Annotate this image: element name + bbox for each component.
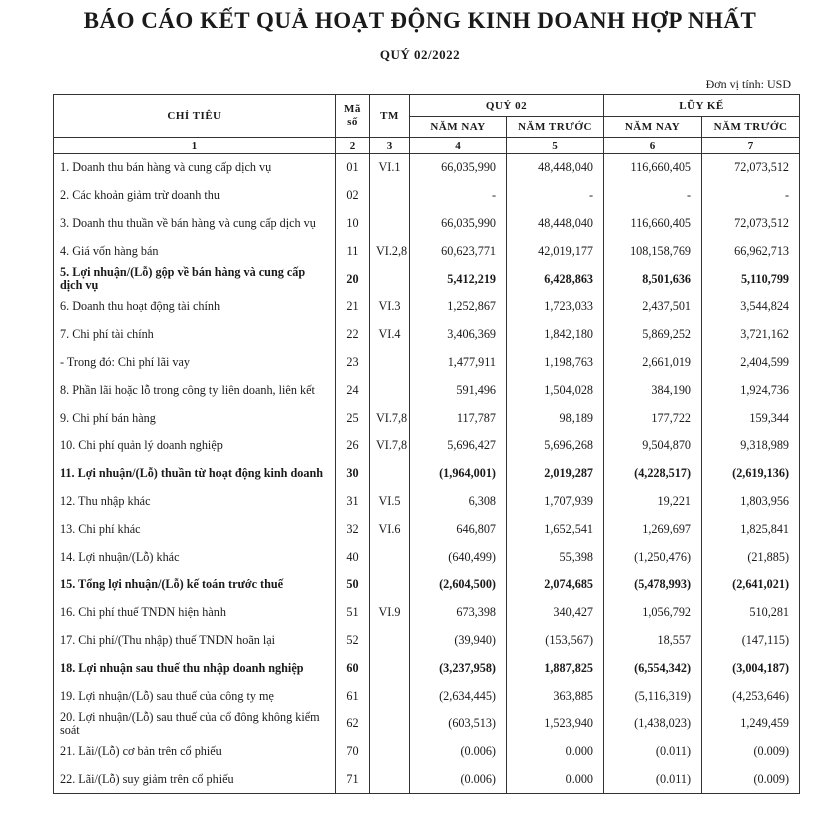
row-label: 18. Lợi nhuận sau thuế thu nhập doanh nghiệp xyxy=(54,654,336,682)
quarter-this-year-value: (2,634,445) xyxy=(410,682,507,710)
header-note: TM xyxy=(370,95,410,138)
quarter-last-year-value: 1,198,763 xyxy=(507,349,604,377)
ytd-this-year-value: 8,501,636 xyxy=(604,265,702,293)
column-number: 1 xyxy=(54,138,336,154)
quarter-last-year-value: 1,652,541 xyxy=(507,515,604,543)
ytd-last-year-value: (0.009) xyxy=(702,766,800,794)
row-note xyxy=(370,627,410,655)
row-code: 10 xyxy=(336,210,370,238)
header-quarter-this-year: NĂM NAY xyxy=(410,117,507,138)
ytd-this-year-value: 1,056,792 xyxy=(604,599,702,627)
header-ytd-last-year: NĂM TRƯỚC xyxy=(702,117,800,138)
quarter-this-year-value: - xyxy=(410,182,507,210)
ytd-last-year-value: 5,110,799 xyxy=(702,265,800,293)
row-note: VI.3 xyxy=(370,293,410,321)
row-code: 52 xyxy=(336,627,370,655)
ytd-last-year-value: - xyxy=(702,182,800,210)
table-row xyxy=(54,599,800,627)
row-note: VI.6 xyxy=(370,515,410,543)
row-note xyxy=(370,349,410,377)
row-code: 31 xyxy=(336,488,370,516)
row-note xyxy=(370,210,410,238)
table-row xyxy=(54,515,800,543)
row-code: 62 xyxy=(336,710,370,738)
quarter-last-year-value: 340,427 xyxy=(507,599,604,627)
row-code: 01 xyxy=(336,154,370,182)
quarter-last-year-value: 48,448,040 xyxy=(507,210,604,238)
row-label: 5. Lợi nhuận/(Lỗ) gộp về bán hàng và cung cấp dịch vụ xyxy=(54,265,336,293)
column-number: 3 xyxy=(370,138,410,154)
ytd-this-year-value: (5,116,319) xyxy=(604,682,702,710)
row-label: 7. Chi phí tài chính xyxy=(54,321,336,349)
column-number: 2 xyxy=(336,138,370,154)
column-number: 4 xyxy=(410,138,507,154)
quarter-this-year-value: 591,496 xyxy=(410,376,507,404)
row-label: 16. Chi phí thuế TNDN hiện hành xyxy=(54,599,336,627)
row-code: 25 xyxy=(336,404,370,432)
row-label: 8. Phần lãi hoặc lỗ trong công ty liên doanh, liên kết xyxy=(54,376,336,404)
quarter-last-year-value: 2,019,287 xyxy=(507,460,604,488)
ytd-this-year-value: 18,557 xyxy=(604,627,702,655)
row-note xyxy=(370,543,410,571)
ytd-last-year-value: 72,073,512 xyxy=(702,154,800,182)
row-label: 4. Giá vốn hàng bán xyxy=(54,237,336,265)
ytd-last-year-value: 1,803,956 xyxy=(702,488,800,516)
quarter-last-year-value: 1,723,033 xyxy=(507,293,604,321)
table-row xyxy=(54,738,800,766)
ytd-this-year-value: (0.011) xyxy=(604,766,702,794)
row-note xyxy=(370,265,410,293)
row-label: 22. Lãi/(Lỗ) suy giảm trên cổ phiếu xyxy=(54,766,336,794)
ytd-last-year-value: 3,544,824 xyxy=(702,293,800,321)
table-row xyxy=(54,460,800,488)
table-row xyxy=(54,654,800,682)
quarter-last-year-value: 2,074,685 xyxy=(507,571,604,599)
column-number: 6 xyxy=(604,138,702,154)
ytd-last-year-value: (147,115) xyxy=(702,627,800,655)
row-code: 40 xyxy=(336,543,370,571)
quarter-last-year-value: 55,398 xyxy=(507,543,604,571)
ytd-this-year-value: 1,269,697 xyxy=(604,515,702,543)
quarter-last-year-value: 363,885 xyxy=(507,682,604,710)
row-note: VI.9 xyxy=(370,599,410,627)
quarter-this-year-value: 673,398 xyxy=(410,599,507,627)
row-label: 6. Doanh thu hoạt động tài chính xyxy=(54,293,336,321)
quarter-this-year-value: 6,308 xyxy=(410,488,507,516)
ytd-last-year-value: (2,619,136) xyxy=(702,460,800,488)
header-indicator: CHỈ TIÊU xyxy=(54,95,336,138)
row-note: VI.7,8 xyxy=(370,432,410,460)
ytd-this-year-value: 9,504,870 xyxy=(604,432,702,460)
ytd-last-year-value: (4,253,646) xyxy=(702,682,800,710)
quarter-last-year-value: 1,887,825 xyxy=(507,654,604,682)
row-label: 11. Lợi nhuận/(Lỗ) thuần từ hoạt động kinh doanh xyxy=(54,460,336,488)
table-row xyxy=(54,543,800,571)
ytd-last-year-value: 1,249,459 xyxy=(702,710,800,738)
report-period: QUÝ 02/2022 xyxy=(379,47,461,62)
ytd-this-year-value: (4,228,517) xyxy=(604,460,702,488)
quarter-this-year-value: (640,499) xyxy=(410,543,507,571)
table-row xyxy=(54,182,800,210)
table-row xyxy=(54,321,800,349)
table-row xyxy=(54,488,800,516)
ytd-this-year-value: (6,554,342) xyxy=(604,654,702,682)
row-code: 70 xyxy=(336,738,370,766)
table-row xyxy=(54,237,800,265)
table-row xyxy=(54,766,800,794)
table-row xyxy=(54,293,800,321)
quarter-last-year-value: 0.000 xyxy=(507,766,604,794)
row-label: 21. Lãi/(Lỗ) cơ bản trên cổ phiếu xyxy=(54,738,336,766)
ytd-this-year-value: 116,660,405 xyxy=(604,210,702,238)
quarter-this-year-value: 1,477,911 xyxy=(410,349,507,377)
table-body xyxy=(54,138,800,794)
row-code: 11 xyxy=(336,237,370,265)
row-note: VI.7,8 xyxy=(370,404,410,432)
row-note xyxy=(370,682,410,710)
ytd-last-year-value: (21,885) xyxy=(702,543,800,571)
quarter-last-year-value: 1,523,940 xyxy=(507,710,604,738)
row-label: 19. Lợi nhuận/(Lỗ) sau thuế của công ty mẹ xyxy=(54,682,336,710)
currency-unit: Đơn vị tính: USD xyxy=(705,77,791,91)
ytd-last-year-value: 72,073,512 xyxy=(702,210,800,238)
row-label: 15. Tổng lợi nhuận/(Lỗ) kế toán trước thuế xyxy=(54,571,336,599)
row-label: 3. Doanh thu thuần về bán hàng và cung cấp dịch vụ xyxy=(54,210,336,238)
row-code: 60 xyxy=(336,654,370,682)
ytd-this-year-value: 116,660,405 xyxy=(604,154,702,182)
quarter-last-year-value: 6,428,863 xyxy=(507,265,604,293)
ytd-last-year-value: (2,641,021) xyxy=(702,571,800,599)
row-label: 13. Chi phí khác xyxy=(54,515,336,543)
row-code: 23 xyxy=(336,349,370,377)
quarter-last-year-value: 1,842,180 xyxy=(507,321,604,349)
quarter-last-year-value: 98,189 xyxy=(507,404,604,432)
row-code: 26 xyxy=(336,432,370,460)
row-note xyxy=(370,182,410,210)
row-label: 12. Thu nhập khác xyxy=(54,488,336,516)
row-code: 21 xyxy=(336,293,370,321)
row-label: 1. Doanh thu bán hàng và cung cấp dịch vụ xyxy=(54,154,336,182)
ytd-this-year-value: (1,438,023) xyxy=(604,710,702,738)
header-ytd-group: LŨY KẾ xyxy=(604,95,800,117)
quarter-last-year-value: 5,696,268 xyxy=(507,432,604,460)
ytd-last-year-value: 159,344 xyxy=(702,404,800,432)
ytd-this-year-value: 108,158,769 xyxy=(604,237,702,265)
quarter-this-year-value: 1,252,867 xyxy=(410,293,507,321)
table-row xyxy=(54,154,800,182)
row-label: 10. Chi phí quản lý doanh nghiệp xyxy=(54,432,336,460)
ytd-last-year-value: (0.009) xyxy=(702,738,800,766)
quarter-this-year-value: 646,807 xyxy=(410,515,507,543)
quarter-this-year-value: 3,406,369 xyxy=(410,321,507,349)
table-row xyxy=(54,265,800,293)
row-note xyxy=(370,766,410,794)
header-quarter-last-year: NĂM TRƯỚC xyxy=(507,117,604,138)
row-code: 32 xyxy=(336,515,370,543)
quarter-this-year-value: 5,696,427 xyxy=(410,432,507,460)
row-code: 30 xyxy=(336,460,370,488)
row-note: VI.1 xyxy=(370,154,410,182)
report-title: BÁO CÁO KẾT QUẢ HOẠT ĐỘNG KINH DOANH HỢP NHẤT xyxy=(83,8,757,33)
ytd-this-year-value: (0.011) xyxy=(604,738,702,766)
ytd-last-year-value: 3,721,162 xyxy=(702,321,800,349)
column-number: 7 xyxy=(702,138,800,154)
row-note xyxy=(370,738,410,766)
ytd-this-year-value: (5,478,993) xyxy=(604,571,702,599)
row-note: VI.5 xyxy=(370,488,410,516)
ytd-this-year-value: 19,221 xyxy=(604,488,702,516)
table-row xyxy=(54,710,800,738)
quarter-last-year-value: 48,448,040 xyxy=(507,154,604,182)
ytd-last-year-value: 510,281 xyxy=(702,599,800,627)
table-row xyxy=(54,682,800,710)
row-code: 51 xyxy=(336,599,370,627)
quarter-this-year-value: 66,035,990 xyxy=(410,154,507,182)
table-row xyxy=(54,571,800,599)
header-code: Mã số xyxy=(336,95,370,138)
ytd-last-year-value: 9,318,989 xyxy=(702,432,800,460)
row-note xyxy=(370,654,410,682)
header-ytd-this-year: NĂM NAY xyxy=(604,117,702,138)
row-label: - Trong đó: Chi phí lãi vay xyxy=(54,349,336,377)
ytd-this-year-value: 5,869,252 xyxy=(604,321,702,349)
row-label: 20. Lợi nhuận/(Lỗ) sau thuế của cổ đông không kiểm soát xyxy=(54,710,336,738)
row-code: 20 xyxy=(336,265,370,293)
table-row xyxy=(54,404,800,432)
ytd-last-year-value: 2,404,599 xyxy=(702,349,800,377)
ytd-this-year-value: 177,722 xyxy=(604,404,702,432)
ytd-last-year-value: 66,962,713 xyxy=(702,237,800,265)
quarter-last-year-value: (153,567) xyxy=(507,627,604,655)
row-code: 50 xyxy=(336,571,370,599)
row-note: VI.4 xyxy=(370,321,410,349)
quarter-last-year-value: 1,504,028 xyxy=(507,376,604,404)
row-note xyxy=(370,710,410,738)
row-code: 71 xyxy=(336,766,370,794)
row-label: 14. Lợi nhuận/(Lỗ) khác xyxy=(54,543,336,571)
table-row xyxy=(54,376,800,404)
income-statement-table xyxy=(53,94,800,794)
row-note: VI.2,8 xyxy=(370,237,410,265)
quarter-this-year-value: (2,604,500) xyxy=(410,571,507,599)
quarter-this-year-value: 5,412,219 xyxy=(410,265,507,293)
ytd-this-year-value: (1,250,476) xyxy=(604,543,702,571)
ytd-last-year-value: 1,825,841 xyxy=(702,515,800,543)
quarter-last-year-value: 1,707,939 xyxy=(507,488,604,516)
quarter-last-year-value: 0.000 xyxy=(507,738,604,766)
quarter-this-year-value: (603,513) xyxy=(410,710,507,738)
ytd-this-year-value: 2,437,501 xyxy=(604,293,702,321)
row-code: 22 xyxy=(336,321,370,349)
row-label: 17. Chi phí/(Thu nhập) thuế TNDN hoãn lại xyxy=(54,627,336,655)
quarter-this-year-value: (0.006) xyxy=(410,738,507,766)
ytd-this-year-value: - xyxy=(604,182,702,210)
ytd-this-year-value: 2,661,019 xyxy=(604,349,702,377)
column-number-row xyxy=(54,138,800,154)
ytd-last-year-value: 1,924,736 xyxy=(702,376,800,404)
quarter-this-year-value: (0.006) xyxy=(410,766,507,794)
row-code: 24 xyxy=(336,376,370,404)
row-note xyxy=(370,376,410,404)
row-label: 9. Chi phí bán hàng xyxy=(54,404,336,432)
table-row xyxy=(54,627,800,655)
quarter-last-year-value: 42,019,177 xyxy=(507,237,604,265)
quarter-this-year-value: 117,787 xyxy=(410,404,507,432)
row-note xyxy=(370,571,410,599)
quarter-this-year-value: (1,964,001) xyxy=(410,460,507,488)
ytd-this-year-value: 384,190 xyxy=(604,376,702,404)
quarter-this-year-value: 66,035,990 xyxy=(410,210,507,238)
quarter-this-year-value: (39,940) xyxy=(410,627,507,655)
quarter-this-year-value: (3,237,958) xyxy=(410,654,507,682)
table-row xyxy=(54,432,800,460)
row-note xyxy=(370,460,410,488)
row-code: 61 xyxy=(336,682,370,710)
row-label: 2. Các khoản giảm trừ doanh thu xyxy=(54,182,336,210)
header-quarter-group: QUÝ 02 xyxy=(410,95,604,117)
ytd-last-year-value: (3,004,187) xyxy=(702,654,800,682)
column-number: 5 xyxy=(507,138,604,154)
table-row xyxy=(54,210,800,238)
row-code: 02 xyxy=(336,182,370,210)
quarter-this-year-value: 60,623,771 xyxy=(410,237,507,265)
table-row xyxy=(54,349,800,377)
quarter-last-year-value: - xyxy=(507,182,604,210)
